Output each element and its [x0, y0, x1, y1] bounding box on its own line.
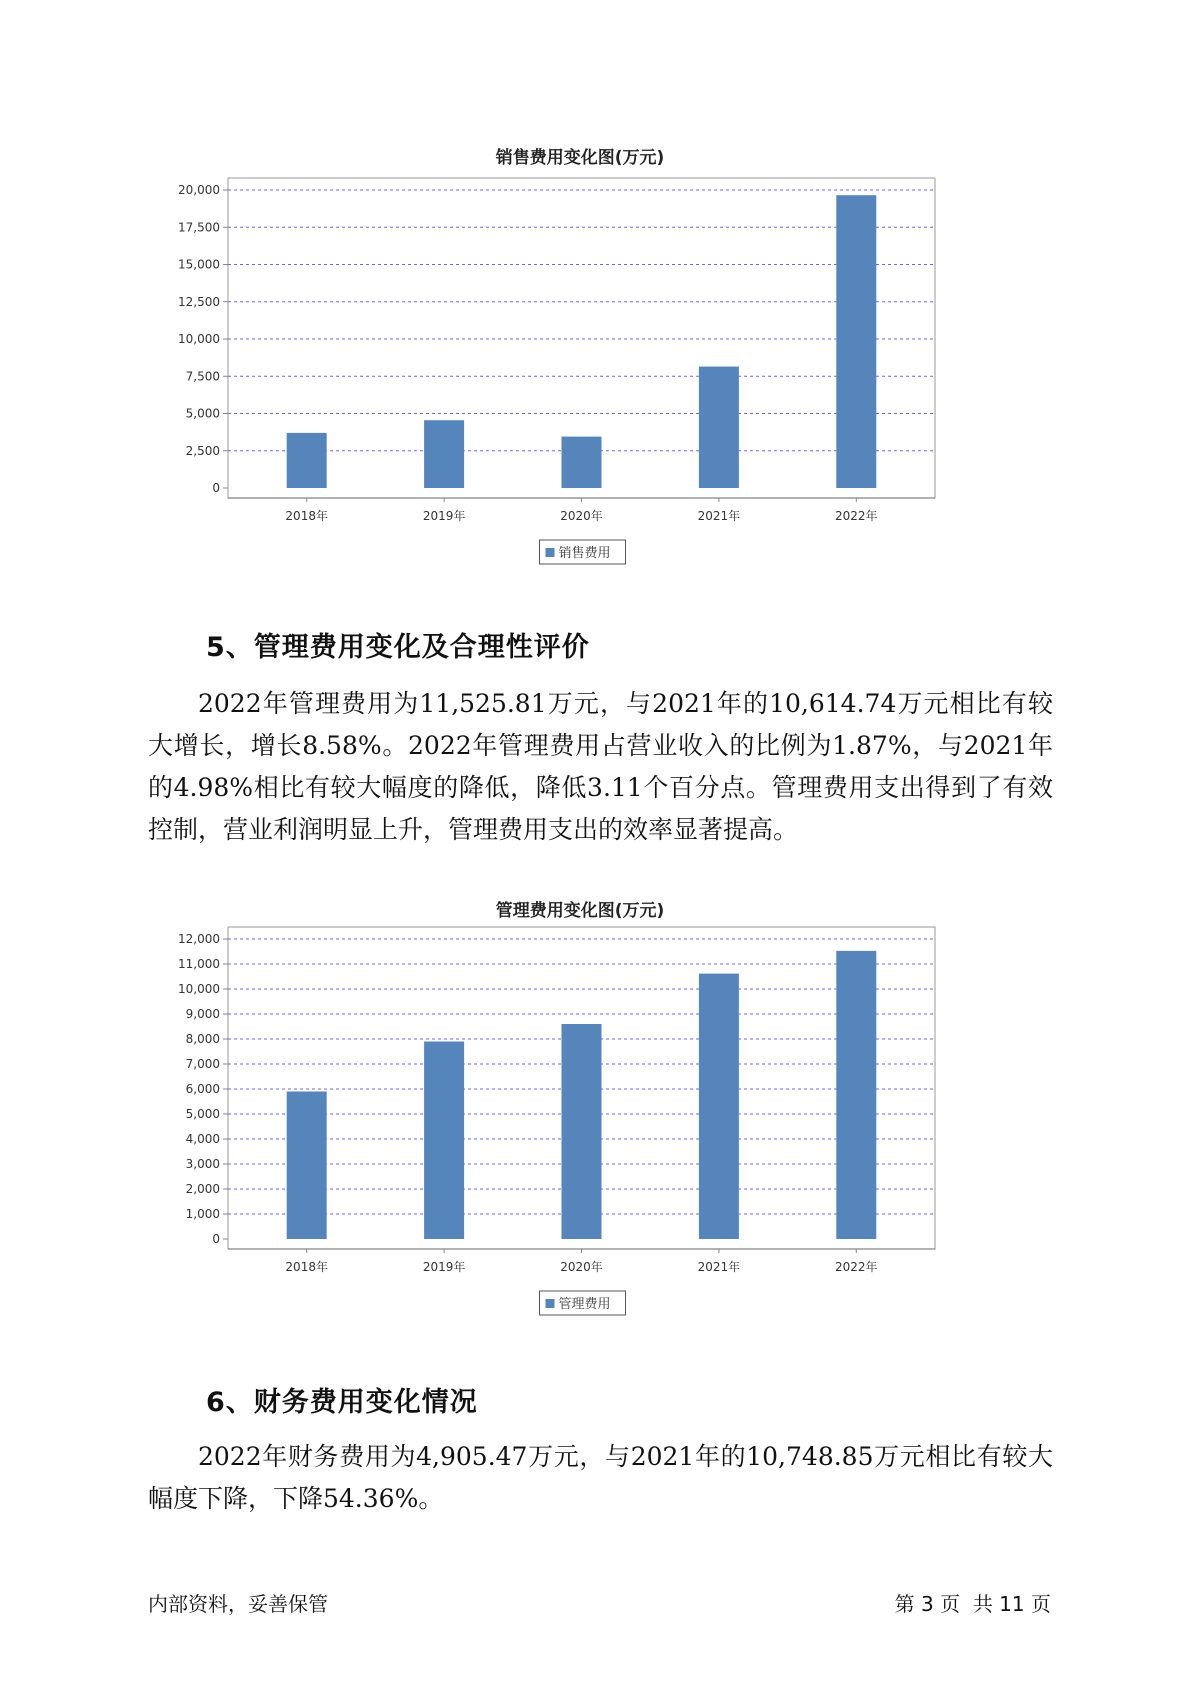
bar: [424, 420, 464, 488]
bar: [836, 951, 876, 1239]
section5-paragraph-text: 2022年管理费用为11,525.81万元，与2021年的10,614.74万元相比有较大增长，增长8.58%。2022年管理费用占营业收入的比例为1.87%，与2021年的4.98%相比有较大幅度的降低，降低3.11个百分点。管理费用支出得到了有效控制，营业利润明显上升，管理费用支出的效率显著提高。: [148, 689, 1053, 844]
bar: [562, 437, 602, 488]
x-tick-label: 2020年: [560, 1260, 603, 1274]
bar: [424, 1042, 464, 1240]
bar: [287, 433, 327, 488]
bar: [562, 1024, 602, 1239]
section6-heading: 6、财务费用变化情况: [206, 1387, 478, 1418]
footer-confidential-note: 内部资料，妥善保管: [148, 1592, 328, 1616]
x-tick-label: 2021年: [697, 509, 741, 523]
legend: [540, 540, 626, 564]
admin-chart-title: 管理费用变化图(万元): [495, 901, 665, 921]
legend-label: 管理费用: [558, 1297, 611, 1312]
y-tick-label: 0: [212, 481, 220, 495]
admin-chart: [150, 896, 1010, 1361]
sales-chart-title: 销售费用变化图(万元): [495, 148, 665, 168]
x-tick-label: 2021年: [697, 1260, 741, 1274]
x-tick-label: 2019年: [422, 509, 466, 523]
section6-paragraph-text: 2022年财务费用为4,905.47万元，与2021年的10,748.85万元相比有较大幅度下降，下降54.36%。: [148, 1442, 1053, 1513]
y-tick-label: 0: [212, 1232, 220, 1246]
y-tick-label: 20,000: [178, 183, 220, 197]
x-tick-label: 2020年: [560, 509, 603, 523]
y-tick-label: 2,000: [185, 1182, 220, 1196]
y-tick-label: 17,500: [178, 220, 220, 235]
x-tick-label: 2022年: [835, 1260, 878, 1274]
y-tick-label: 3,000: [185, 1157, 220, 1171]
section6-paragraph: [148, 1436, 1053, 1520]
y-tick-label: 9,000: [185, 1007, 220, 1021]
y-tick-label: 15,000: [178, 257, 220, 272]
bar: [699, 367, 739, 488]
y-tick-label: 5,000: [185, 406, 220, 421]
sales-chart: [150, 143, 1010, 588]
x-tick-label: 2019年: [422, 1260, 466, 1274]
y-tick-label: 4,000: [185, 1132, 220, 1146]
y-tick-label: 1,000: [185, 1207, 220, 1221]
y-tick-label: 12,500: [178, 294, 220, 309]
y-tick-label: 10,000: [178, 332, 220, 346]
legend-swatch: [546, 548, 555, 557]
y-tick-label: 5,000: [185, 1107, 220, 1121]
bar: [287, 1092, 327, 1240]
y-tick-label: 12,000: [178, 932, 220, 946]
y-tick-label: 2,500: [185, 443, 220, 458]
legend: [540, 1291, 626, 1315]
admin-chart-svg: [150, 921, 1010, 1361]
y-tick-label: 7,500: [185, 369, 220, 384]
legend-swatch: [546, 1299, 555, 1308]
x-tick-label: 2022年: [835, 509, 878, 523]
y-tick-label: 8,000: [185, 1032, 220, 1046]
y-tick-label: 6,000: [185, 1082, 220, 1096]
footer-page-number: 第 3 页 共 11 页: [894, 1592, 1051, 1616]
bar: [836, 195, 876, 488]
section5-paragraph: [148, 683, 1053, 851]
y-tick-label: 10,000: [178, 982, 220, 996]
section5-heading: 5、管理费用变化及合理性评价: [206, 632, 590, 663]
bar: [699, 974, 739, 1239]
x-tick-label: 2018年: [285, 1260, 328, 1274]
y-tick-label: 11,000: [178, 957, 220, 971]
legend-label: 销售费用: [558, 546, 611, 561]
y-tick-label: 7,000: [185, 1057, 220, 1071]
sales-chart-svg: [150, 168, 1010, 588]
x-tick-label: 2018年: [285, 509, 328, 523]
